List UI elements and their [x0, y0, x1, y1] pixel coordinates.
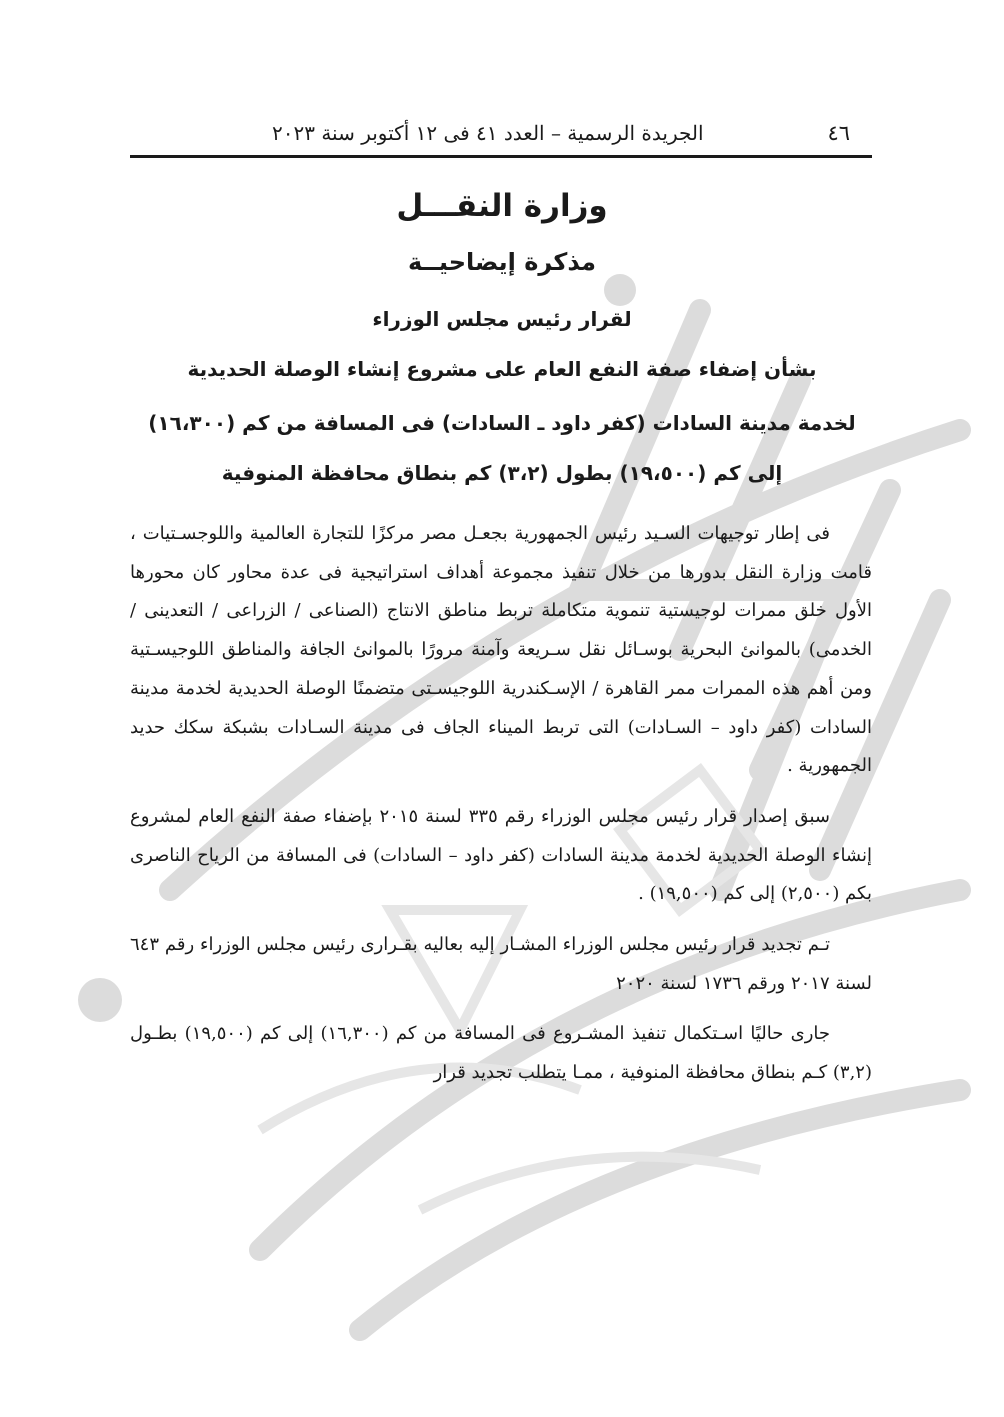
heading-line-2: بشأن إضفاء صفة النفع العام على مشروع إنشاء الوصلة الحديدية [187, 357, 817, 381]
heading-line-3: لخدمة مدينة السادات (كفر داود ـ السادات) فى المسافة من كم (١٦،٣٠٠) [148, 411, 856, 435]
running-header [130, 115, 872, 158]
ministry-title: وزارة النقـــل [396, 188, 608, 224]
page-number: ٤٦ [827, 121, 850, 145]
paragraph-1: فى إطار توجيهات السـيد رئيس الجمهورية بجعـل مصر مركزًا للتجارة العالمية واللوجسـتيات ، قامت وزارة النقل بدورها من خلال تنفيذ مجموعة أهداف استراتيجية فى عدة محاور كان محورها الأول خلق ممرات لوجيستية تنموية متكاملة تربط مناطق الانتاج (الصناعى / الزراعى / التعدينى / الخدمى) بالموانئ البحرية بوسـائل نقل سـريعة وآمنة مرورًا بالموانئ الجافة والمناطق اللوجيسـتية ومن أهم هذه الممرات ممر القاهرة / الإسـكندرية اللوجيسـتى متضمنًا الوصلة الحديدية لخدمة مدينة السادات (كفر داود – السـادات) التى تربط الميناء الجاف فى مدينة السـادات بشبكة سكك حديد الجمهورية . [130, 523, 872, 777]
memo-subtitle: مذكرة إيضاحيــة [407, 248, 597, 276]
paragraph-2: سبق إصدار قرار رئيس مجلس الوزراء رقم ٣٣٥ لسنة ٢٠١٥ بإضفاء صفة النفع العام لمشروع إنشاء الوصلة الحديدية لخدمة مدينة السادات (كفر داود – السادات) فى المسافة من الرياح الناصرى بكم (٢,٥٠٠) إلى كم (١٩,٥٠٠) . [130, 805, 872, 905]
paragraph-4: جارى حاليًا اسـتكمال تنفيذ المشـروع فى المسافة من كم (١٦,٣٠٠) إلى كم (١٩,٥٠٠) بطـول (٣,٢) كـم بنطاق محافظة المنوفية ، ممـا يتطلب تجديد قرار [130, 1023, 872, 1084]
memo-body [130, 515, 872, 1105]
paragraph-3: تـم تجديد قرار رئيس مجلس الوزراء المشـار إليه بعاليه بقـرارى رئيس مجلس الوزراء رقم ٦٤٣ لسنة ٢٠١٧ ورقم ١٧٣٦ لسنة ٢٠٢٠ [130, 934, 872, 994]
gazette-running-title: الجريدة الرسمية – العدد ٤١ فى ١٢ أكتوبر سنة ٢٠٢٣ [272, 121, 704, 145]
heading-line-4: إلى كم (١٩،٥٠٠) بطول (٣،٢) كم بنطاق محافظة المنوفية [221, 461, 783, 485]
heading-line-1: لقرار رئيس مجلس الوزراء [372, 307, 632, 331]
